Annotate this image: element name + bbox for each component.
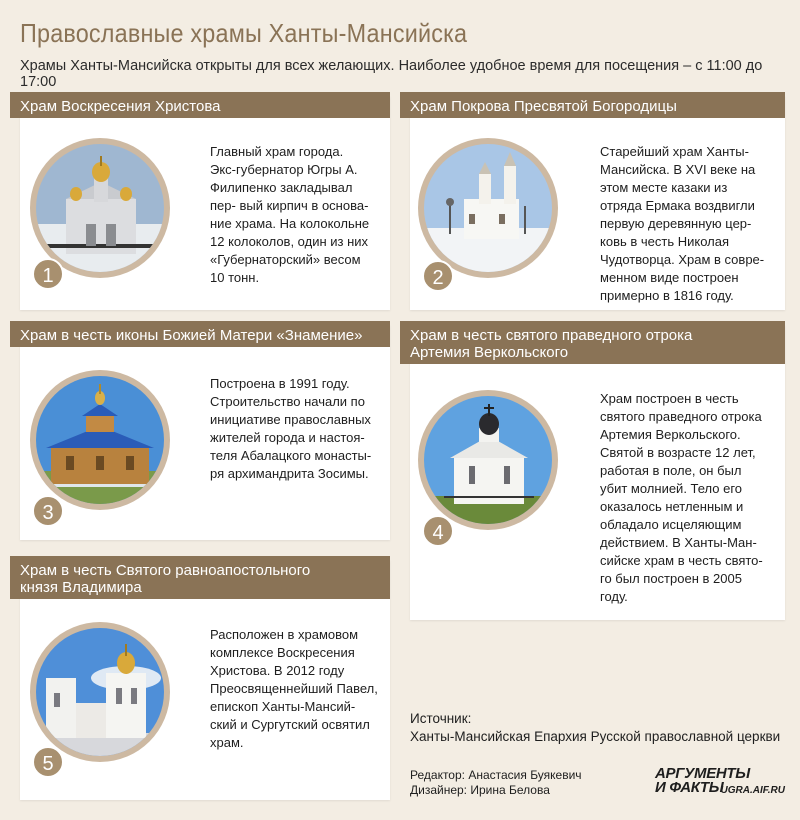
card-description: Главный храм города. Экс-губернатор Югры А. Филипенко закладывал пер- вый кирпич в основа- ние храма. На колокольне 12 колоколов, один из них «Губернаторский» весом 10 тонн. [210,144,370,285]
card-church-3 [20,325,390,540]
card-church-4 [410,325,785,620]
church-photo-5 [30,622,170,762]
card-title: Храм Покрова Пресвятой Богородицы [400,92,785,118]
source-label: Источник: [410,711,472,726]
card-number-badge: 4 [422,515,454,547]
church-photo-3 [30,370,170,510]
logo-line-2: И ФАКТЫ [655,779,724,796]
card-description: Старейший храм Ханты- Мансийска. В XVI веке на этом месте казаки из отряда Ермака воздвигли первую деревянную цер- ковь в честь Николая Чудотворца. Храм в совре- менном виде построен примерно в 1816 году. [600,144,765,303]
card-church-2 [410,96,785,310]
designer-credit: Дизайнер: Ирина Белова [410,783,550,797]
source-text: Ханты-Мансийская Епархия Русской православной церкви [410,729,781,744]
card-description: Расположен в храмовом комплексе Воскресения Христова. В 2012 году Преосвященнейший Павел, епископ Ханты-Мансий- ский и Сургутский освятил храм. [210,627,378,750]
editor-credit: Редактор: Анастасия Буякевич [410,768,582,782]
page-title: Православные храмы Ханты-Мансийска [20,18,468,48]
card-title: Храм Воскресения Христова [10,92,390,118]
card-number-badge: 5 [32,746,64,778]
logo-site: UGRA.AIF.RU [720,785,785,796]
card-description: Построена в 1991 году. Строительство начали по инициативе православных жителей города и настоя- теля Абалацкого монасты- ря архимандрита Зосимы. [210,376,372,481]
logo-line-1: АРГУМЕНТЫ [655,765,750,782]
card-church-1 [20,96,390,310]
church-photo-2 [418,138,558,278]
card-description: Храм построен в честь святого праведного отрока Артемия Веркольского. Святой в возрасте 12 лет, работая в поле, он был убит молнией. Тело его оказалось нетленным и обладало исцеляющим действием. В Ханты-Ман- сийске храм в честь свято- го был построен в 2005 году. [600,391,763,604]
card-title: Храм в честь Святого равноапостольного князя Владимира [10,556,390,599]
card-church-5 [20,560,390,800]
card-title: Храм в честь иконы Божией Матери «Знамение» [10,321,390,347]
page-subtitle: Храмы Ханты-Мансийска открыты для всех желающих. Наиболее удобное время для посещения – с 11:00 до 17:00 [20,58,763,90]
church-photo-1 [30,138,170,278]
aif-logo [655,767,785,796]
church-photo-4 [418,390,558,530]
card-number-badge: 3 [32,495,64,527]
card-number-badge: 2 [422,260,454,292]
card-number-badge: 1 [32,258,64,290]
card-title: Храм в честь святого праведного отрока Артемия Веркольского [400,321,785,364]
